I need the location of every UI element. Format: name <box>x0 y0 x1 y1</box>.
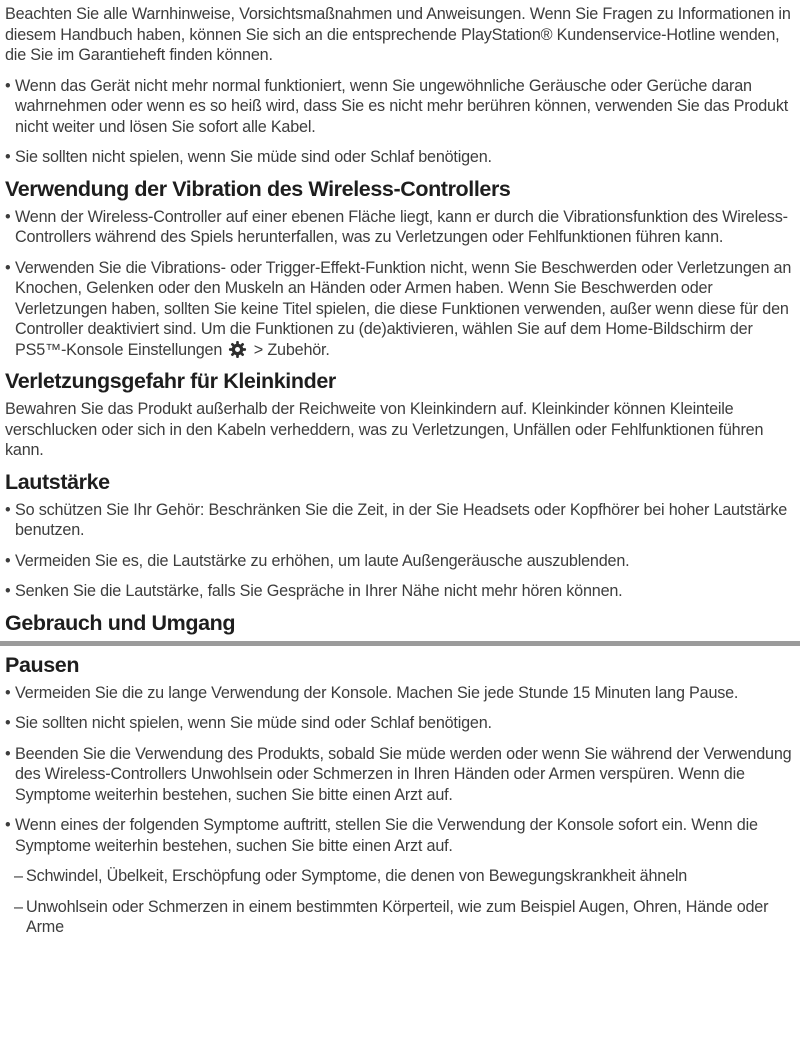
list-item <box>5 76 792 138</box>
bullet-marker: • <box>5 207 11 226</box>
list-item <box>5 744 792 806</box>
sub-list-item <box>14 897 792 938</box>
sub-item-text: Unwohlsein oder Schmerzen in einem bestimmten Körperteil, wie zum Beispiel Augen, Ohren, Hände oder Arme <box>26 897 769 936</box>
list-item <box>5 551 792 572</box>
settings-text-after: > Zubehör. <box>253 340 330 359</box>
bullet-text: Wenn der Wireless-Controller auf einer ebenen Fläche liegt, kann er durch die Vibrationsfunktion des Wireless-Controllers während des Spiels herunterfallen, was zu Verletzungen oder Fehlfunktionen führen kann. <box>15 207 788 246</box>
dash-marker: – <box>14 897 23 916</box>
section-heading-vibration: Verwendung der Vibration des Wireless-Controllers <box>5 176 511 201</box>
list-item <box>5 815 792 856</box>
bullet-text <box>15 258 792 361</box>
section-heading-breaks: Pausen <box>5 652 80 677</box>
bullet-text: So schützen Sie Ihr Gehör: Beschränken Sie die Zeit, in der Sie Headsets oder Kopfhörer bei hoher Lautstärke benutzen. <box>15 500 788 539</box>
list-item <box>5 713 792 734</box>
bullet-marker: • <box>5 816 11 834</box>
dash-marker: – <box>14 867 23 885</box>
settings-text-before: Verwenden Sie die Vibrations- oder Trigger-Effekt-Funktion nicht, wenn Sie Beschwerden oder Verletzungen an Knochen, Gelenken oder den Muskeln an Händen oder Armen haben. Wenn Sie Beschwerden oder Verletzungen haben, sollten Sie keine Titel spielen, die diese Funktionen verwenden, außer wenn diese für den Controller deaktiviert sind. Um die Funktionen zu (de)aktivieren, wählen Sie auf dem Home-Bildschirm der PS5™-Konsole Einstellungen <box>15 258 792 359</box>
list-item <box>5 147 792 168</box>
section-heading-volume: Lautstärke <box>5 469 110 494</box>
bullet-text: Wenn eines der folgenden Symptome auftritt, stellen Sie die Verwendung der Konsole sofort ein. Wenn die Symptome weiterhin bestehen, suchen Sie bitte einen Arzt auf. <box>15 816 758 855</box>
sub-item-text: Schwindel, Übelkeit, Erschöpfung oder Symptome, die denen von Bewegungskrankheit ähneln <box>26 867 688 885</box>
gear-icon <box>228 340 247 359</box>
bullet-marker: • <box>5 258 11 277</box>
section-heading-usage: Gebrauch und Umgang <box>5 610 236 635</box>
bullet-text: Beenden Sie die Verwendung des Produkts, sobald Sie müde werden oder wenn Sie während der Verwendung des Wireless-Controllers Unwohlsein oder Schmerzen in Ihren Händen oder Armen verspüren. Wenn die Symptome weiterhin bestehen, suchen Sie bitte einen Arzt auf. <box>15 744 792 804</box>
bullet-text: Wenn das Gerät nicht mehr normal funktioniert, wenn Sie ungewöhnliche Geräusche oder Gerüche daran wahrnehmen oder wenn es so heiß wird, dass Sie es nicht mehr berühren können, verwenden Sie das Produkt nicht weiter und lösen Sie sofort alle Kabel. <box>15 76 789 136</box>
sub-list-item <box>14 866 792 887</box>
section-heading-small-children: Verletzungsgefahr für Kleinkinder <box>5 369 336 393</box>
bullet-marker: • <box>5 148 11 166</box>
small-children-paragraph: Bewahren Sie das Produkt außerhalb der Reichweite von Kleinkindern auf. Kleinkinder können Kleinteile verschlucken oder sich in den Kabeln verheddern, was zu Verletzungen, Unfällen oder Fehlfunktionen führen kann. <box>5 400 764 459</box>
bullet-marker: • <box>5 551 11 570</box>
intro-paragraph: Beachten Sie alle Warnhinweise, Vorsichtsmaßnahmen und Anweisungen. Wenn Sie Fragen zu Informationen in diesem Handbuch haben, können Sie sich an die entsprechende PlayStation® Kundenservice-Hotline wenden, die Sie im Garantieheft finden können. <box>5 5 791 64</box>
list-item <box>5 581 792 602</box>
bullet-marker: • <box>5 76 11 95</box>
bullet-marker: • <box>5 714 11 732</box>
bullet-text: Vermeiden Sie die zu lange Verwendung der Konsole. Machen Sie jede Stunde 15 Minuten lang Pause. <box>15 683 739 702</box>
list-item <box>5 500 792 541</box>
bullet-marker: • <box>5 582 11 600</box>
list-item-settings <box>5 258 792 361</box>
bullet-marker: • <box>5 500 11 519</box>
section-divider <box>0 641 800 646</box>
bullet-text: Vermeiden Sie es, die Lautstärke zu erhöhen, um laute Außengeräusche auszublenden. <box>15 551 630 570</box>
bullet-marker: • <box>5 683 11 702</box>
bullet-text: Sie sollten nicht spielen, wenn Sie müde sind oder Schlaf benötigen. <box>15 714 492 732</box>
bullet-marker: • <box>5 744 11 763</box>
bullet-text: Senken Sie die Lautstärke, falls Sie Gespräche in Ihrer Nähe nicht mehr hören können. <box>15 582 623 600</box>
list-item <box>5 207 792 248</box>
bullet-text: Sie sollten nicht spielen, wenn Sie müde sind oder Schlaf benötigen. <box>15 148 492 166</box>
list-item <box>5 683 792 704</box>
